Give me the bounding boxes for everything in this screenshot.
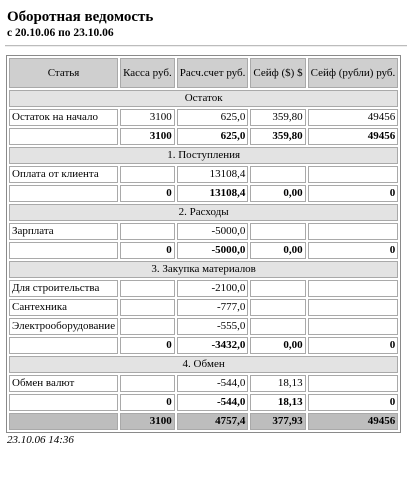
subtotal-row (9, 185, 398, 202)
subtotal-value: 18,13 (250, 394, 305, 411)
header-row (9, 58, 398, 88)
subtotal-value: 0 (308, 337, 399, 354)
total-value: 377,93 (250, 413, 305, 430)
row-label: Электрооборудование (9, 318, 118, 335)
subtotal-label (9, 128, 118, 145)
subtotal-label (9, 394, 118, 411)
subtotal-value: 0,00 (250, 242, 305, 259)
subtotal-value: 0,00 (250, 337, 305, 354)
row-value: 625,0 (177, 109, 249, 126)
section-header-row (9, 147, 398, 164)
section-title: Остаток (9, 90, 398, 107)
row-value (250, 223, 305, 240)
row-value (250, 318, 305, 335)
subtotal-row (9, 242, 398, 259)
row-value (120, 166, 175, 183)
subtotal-value: 0 (120, 185, 175, 202)
subtotal-value: 49456 (308, 128, 399, 145)
total-row (9, 413, 398, 430)
row-value (120, 375, 175, 392)
row-value (308, 318, 399, 335)
row-value: 18,13 (250, 375, 305, 392)
subtotal-value: 0 (308, 185, 399, 202)
row-value (120, 223, 175, 240)
row-value (308, 299, 399, 316)
total-label (9, 413, 118, 430)
row-value (250, 280, 305, 297)
subtotal-row (9, 128, 398, 145)
row-value: 49456 (308, 109, 399, 126)
row-value: -544,0 (177, 375, 249, 392)
column-header: Касса руб. (120, 58, 175, 88)
row-value: -777,0 (177, 299, 249, 316)
row-value (120, 318, 175, 335)
subtotal-value: 0 (308, 242, 399, 259)
row-value: 13108,4 (177, 166, 249, 183)
column-header: Сейф (рубли) руб. (308, 58, 399, 88)
row-value (308, 375, 399, 392)
subtotal-value: 3100 (120, 128, 175, 145)
section-header-row (9, 204, 398, 221)
table-row (9, 166, 398, 183)
table-row (9, 109, 398, 126)
section-title: 4. Обмен (9, 356, 398, 373)
row-label: Остаток на начало (9, 109, 118, 126)
report-period: с 20.10.06 по 23.10.06 (7, 27, 114, 39)
subtotal-value: 0 (120, 242, 175, 259)
row-value: -5000,0 (177, 223, 249, 240)
subtotal-row (9, 394, 398, 411)
row-value: 3100 (120, 109, 175, 126)
report-timestamp: 23.10.06 14:36 (7, 434, 74, 446)
row-value: 359,80 (250, 109, 305, 126)
section-title: 1. Поступления (9, 147, 398, 164)
subtotal-label (9, 337, 118, 354)
section-header-row (9, 261, 398, 278)
table-row (9, 223, 398, 240)
subtotal-value: -3432,0 (177, 337, 249, 354)
report-title: Оборотная ведомость (7, 9, 154, 25)
section-header-row (9, 356, 398, 373)
section-title: 3. Закупка материалов (9, 261, 398, 278)
table-row (9, 375, 398, 392)
table-row (9, 280, 398, 297)
row-value: -2100,0 (177, 280, 249, 297)
total-value: 4757,4 (177, 413, 249, 430)
subtotal-label (9, 185, 118, 202)
subtotal-value: -544,0 (177, 394, 249, 411)
subtotal-value: 0 (120, 394, 175, 411)
row-label: Обмен валют (9, 375, 118, 392)
subtotal-value: -5000,0 (177, 242, 249, 259)
row-value (308, 223, 399, 240)
subtotal-value: 13108,4 (177, 185, 249, 202)
row-value (308, 166, 399, 183)
section-title: 2. Расходы (9, 204, 398, 221)
subtotal-value: 0,00 (250, 185, 305, 202)
row-value (120, 299, 175, 316)
row-value (250, 299, 305, 316)
table-row (9, 299, 398, 316)
total-value: 49456 (308, 413, 399, 430)
subtotal-label (9, 242, 118, 259)
row-label: Для строительства (9, 280, 118, 297)
subtotal-value: 359,80 (250, 128, 305, 145)
subtotal-row (9, 337, 398, 354)
column-header: Сейф ($) $ (250, 58, 305, 88)
row-value: -555,0 (177, 318, 249, 335)
ledger-table (6, 55, 401, 433)
column-header: Расч.счет руб. (177, 58, 249, 88)
subtotal-value: 0 (120, 337, 175, 354)
row-value (250, 166, 305, 183)
total-value: 3100 (120, 413, 175, 430)
subtotal-value: 0 (308, 394, 399, 411)
row-label: Сантехника (9, 299, 118, 316)
table-row (9, 318, 398, 335)
row-label: Зарплата (9, 223, 118, 240)
column-header: Статья (9, 58, 118, 88)
row-label: Оплата от клиента (9, 166, 118, 183)
row-value (120, 280, 175, 297)
subtotal-value: 625,0 (177, 128, 249, 145)
section-header-row (9, 90, 398, 107)
row-value (308, 280, 399, 297)
divider (5, 45, 407, 47)
